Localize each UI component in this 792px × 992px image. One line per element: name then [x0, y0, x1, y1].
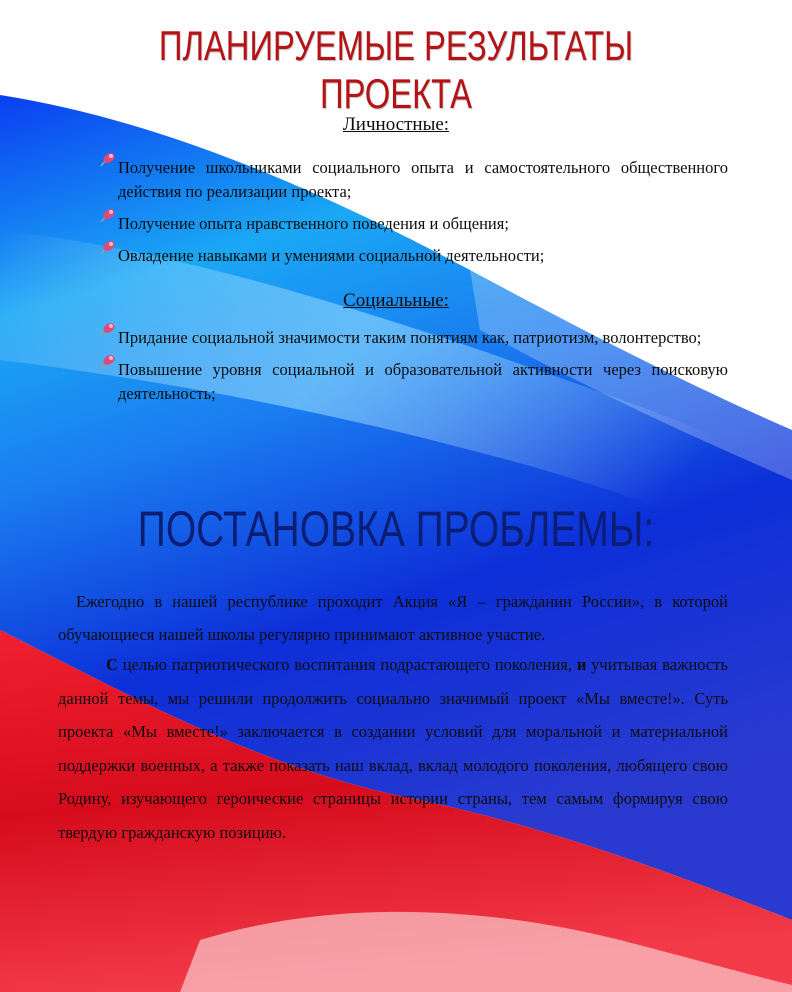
problem-paragraph-2: [58, 648, 728, 849]
list-item: [100, 212, 728, 236]
section-heading-social: Социальные:: [343, 290, 449, 311]
pushpin-icon: [98, 150, 118, 174]
list-item: [100, 156, 728, 204]
pushpin-icon: [98, 238, 118, 262]
paragraph-conjunction: и: [576, 655, 587, 674]
pushpin-icon: [98, 352, 118, 376]
paragraph-text-b: учитывая важность данной темы, мы решили продолжить социально значимый проект «Мы вместе!». Суть проекта «Мы вместе!» заключается в создании условий для моральной и материальной поддержки военных, а также показать наш вклад, вклад молодого поколения, любящего свою Родину, изучающего героические страницы истории страны, тем самым формируя свою твердую гражданскую позицию.: [58, 655, 728, 842]
problem-paragraph-1: Ежегодно в нашей республике проходит Акция «Я – гражданин России», в которой обучающиеся нашей школы регулярно принимают активное участие.: [58, 592, 728, 644]
list-item-text: Придание социальной значимости таким понятиям как, патриотизм, волонтерство;: [118, 328, 702, 347]
social-list: [100, 326, 728, 414]
list-item: [100, 326, 728, 350]
pushpin-icon: [98, 320, 118, 344]
list-item: [100, 244, 728, 268]
list-item: [100, 358, 728, 406]
paragraph-text-a: целью патриотического воспитания подрастающего поколения,: [117, 655, 577, 674]
page-title: ПЛАНИРУЕМЫЕ РЕЗУЛЬТАТЫ ПРОЕКТА: [158, 22, 634, 117]
problem-title: ПОСТАНОВКА ПРОБЛЕМЫ:: [137, 501, 655, 557]
pushpin-icon: [98, 206, 118, 230]
list-item-text: Получение школьниками социального опыта и самостоятельного общественного действия по реализации проекта;: [118, 158, 728, 201]
personal-list: [100, 156, 728, 276]
section-heading-personal: Личностные:: [342, 114, 450, 135]
list-item-text: Овладение навыками и умениями социальной деятельности;: [118, 246, 545, 265]
list-item-text: Повышение уровня социальной и образовательной активности через поисковую деятельность;: [118, 360, 728, 403]
paragraph-lead-letter: С: [106, 655, 118, 674]
list-item-text: Получение опыта нравственного поведения и общения;: [118, 214, 509, 233]
